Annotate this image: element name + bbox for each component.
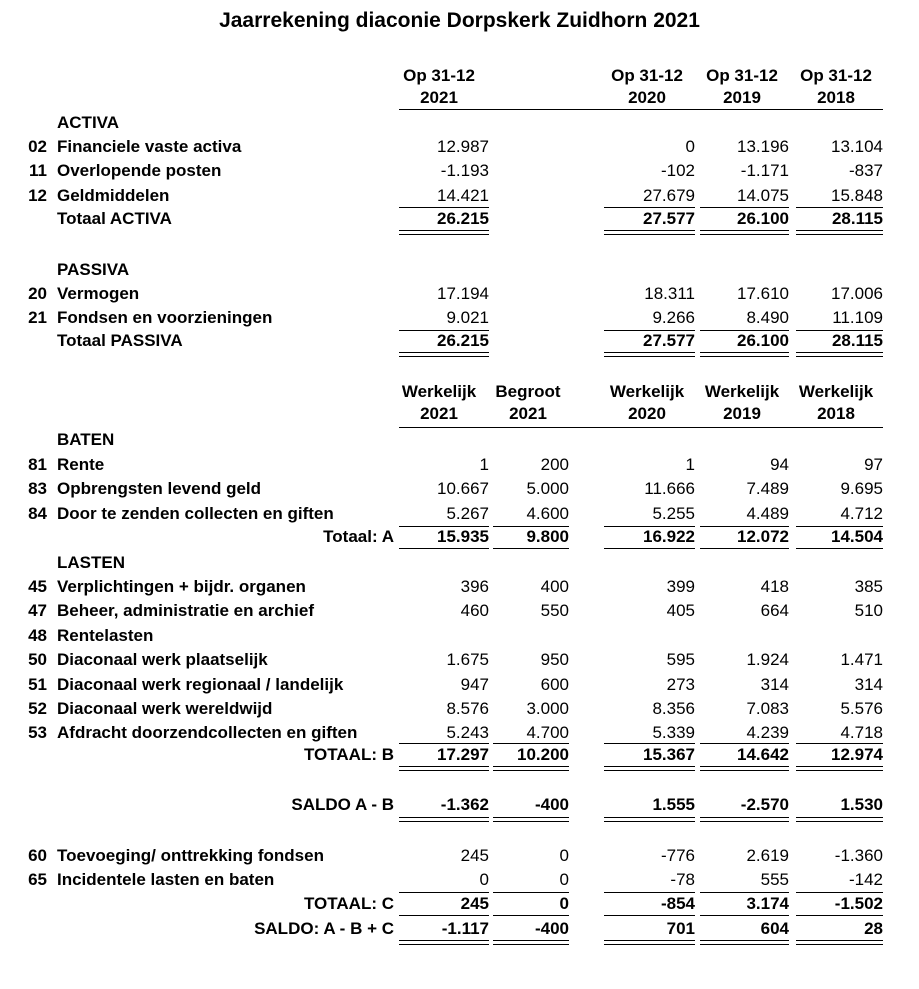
saldo-abc-value: -1.117 <box>441 919 489 938</box>
column-header: Werkelijk <box>798 382 874 401</box>
saldo-abc-label: SALDO: A - B + C <box>254 919 394 938</box>
subtotal-rule <box>493 743 569 744</box>
lasten-row-value: 8.356 <box>652 699 695 718</box>
subtotal-rule <box>700 207 789 208</box>
baten-row-value: 97 <box>864 455 883 474</box>
total-double-rule <box>796 940 883 941</box>
baten-row-value: 10.667 <box>437 479 489 499</box>
activa-row-value: 0 <box>685 137 695 156</box>
lasten-row-value: 4.239 <box>746 723 789 743</box>
lasten-row-code: 47 <box>28 601 47 621</box>
baten-total-value: 9.800 <box>526 527 569 546</box>
column-header-year: 2019 <box>723 88 761 107</box>
total-double-rule <box>493 817 569 818</box>
baten-row-value: 4.600 <box>526 503 569 523</box>
subtotal-rule <box>796 207 883 208</box>
column-header: Werkelijk <box>401 382 477 401</box>
passiva-row-value: 17.610 <box>737 284 789 303</box>
column-header-year: 2018 <box>817 404 855 423</box>
overig-total-value: -854 <box>660 894 695 913</box>
overig-row-label: Incidentele lasten en baten <box>57 870 275 890</box>
baten-total-value: 12.072 <box>737 527 789 546</box>
subtotal-rule <box>604 207 695 208</box>
total-rule <box>399 915 489 916</box>
lasten-total-value: 12.974 <box>831 745 883 764</box>
baten-row-value: 7.489 <box>746 479 789 499</box>
lasten-row-value: 418 <box>760 577 789 596</box>
activa-row-code: 11 <box>29 161 47 181</box>
total-double-rule <box>493 940 569 941</box>
overig-row-label: Toevoeging/ onttrekking fondsen <box>57 846 324 865</box>
subtotal-rule <box>399 743 489 744</box>
lasten-row-label: Afdracht doorzendcollecten en giften <box>57 723 358 743</box>
passiva-total-value: 26.215 <box>437 331 489 350</box>
total-rule <box>796 915 883 916</box>
subtotal-rule <box>796 892 883 893</box>
overig-row-value: 2.619 <box>746 846 789 865</box>
total-double-rule <box>604 940 695 941</box>
column-header-year: 2021 <box>420 404 458 423</box>
total-double-rule <box>700 766 789 767</box>
total-double-rule <box>796 230 883 231</box>
baten-row-code: 83 <box>28 479 47 499</box>
baten-row-value: 200 <box>540 455 569 474</box>
baten-row-value: 94 <box>770 455 789 474</box>
overig-row-value: 555 <box>760 870 789 890</box>
lasten-row-value: 5.243 <box>446 723 489 743</box>
total-double-rule <box>493 944 569 945</box>
lasten-row-code: 50 <box>28 650 47 670</box>
lasten-row-code: 45 <box>28 577 47 596</box>
passiva-row-value: 9.266 <box>652 308 695 328</box>
baten-row-code: 81 <box>28 455 47 474</box>
total-double-rule <box>796 944 883 945</box>
lasten-row-code: 48 <box>28 625 47 645</box>
subtotal-rule <box>700 892 789 893</box>
lasten-row-label: Diaconaal werk plaatselijk <box>57 650 268 670</box>
total-rule <box>700 915 789 916</box>
baten-row-value: 4.712 <box>840 503 883 523</box>
subtotal-rule <box>493 892 569 893</box>
passiva-row-value: 17.194 <box>437 284 489 303</box>
activa-row-value: -837 <box>848 161 883 181</box>
total-double-rule <box>700 770 789 771</box>
passiva-total-value: 28.115 <box>831 331 883 350</box>
baten-row-value: 9.695 <box>840 479 883 499</box>
overig-total-value: -1.502 <box>834 894 883 913</box>
activa-row-value: -102 <box>660 161 695 181</box>
total-rule <box>493 548 569 549</box>
lasten-row-label: Diaconaal werk regionaal / landelijk <box>57 674 344 694</box>
activa-row-value: 13.196 <box>737 137 789 156</box>
column-header-year: 2021 <box>420 88 458 107</box>
total-double-rule <box>700 940 789 941</box>
lasten-row-value: 950 <box>540 650 569 670</box>
lasten-row-value: 510 <box>854 601 883 621</box>
activa-total-value: 26.215 <box>437 209 489 228</box>
baten-total-label: Totaal: A <box>323 527 394 546</box>
total-double-rule <box>399 234 489 235</box>
column-header-year: 2020 <box>628 404 666 423</box>
column-header: Op 31-12 <box>403 66 475 85</box>
total-double-rule <box>700 352 789 353</box>
total-double-rule <box>399 770 489 771</box>
total-double-rule <box>796 821 883 822</box>
lasten-total-label: TOTAAL: B <box>303 745 394 764</box>
lasten-row-label: Beheer, administratie en archief <box>57 601 314 621</box>
column-header-year: 2019 <box>723 404 761 423</box>
total-double-rule <box>700 817 789 818</box>
passiva-row-code: 20 <box>28 284 47 303</box>
baten-row-label: Rente <box>57 455 105 474</box>
baten-row-value: 11.666 <box>644 479 695 499</box>
column-header: Werkelijk <box>609 382 685 401</box>
column-header: Op 31-12 <box>611 66 683 85</box>
activa-row-label: Overlopende posten <box>57 161 222 181</box>
lasten-row-value: 5.576 <box>840 699 883 718</box>
column-header-year: 2021 <box>509 404 547 423</box>
total-double-rule <box>796 352 883 353</box>
total-double-rule <box>700 944 789 945</box>
subtotal-rule <box>700 743 789 744</box>
activa-row-value: -1.193 <box>440 161 489 181</box>
lasten-row-value: 399 <box>666 577 695 596</box>
passiva-row-value: 9.021 <box>446 308 489 328</box>
lasten-total-value: 17.297 <box>437 745 489 764</box>
activa-row-code: 02 <box>28 137 47 156</box>
total-double-rule <box>399 766 489 767</box>
passiva-row-value: 17.006 <box>831 284 883 303</box>
total-double-rule <box>796 356 883 357</box>
overig-row-value: 0 <box>559 846 569 865</box>
total-double-rule <box>604 352 695 353</box>
activa-row-value: 12.987 <box>437 137 489 156</box>
baten-row-value: 5.267 <box>446 503 489 523</box>
lasten-row-value: 1.471 <box>840 650 883 670</box>
lasten-row-value: 1.924 <box>746 650 789 670</box>
activa-row-value: 15.848 <box>831 185 883 205</box>
baten-total-value: 15.935 <box>437 527 489 546</box>
passiva-total-label: Totaal PASSIVA <box>57 331 183 350</box>
lasten-row-value: 4.718 <box>840 723 883 743</box>
saldo-ab-label: SALDO A - B <box>291 795 394 814</box>
baten-row-value: 1 <box>479 455 489 474</box>
total-rule <box>604 915 695 916</box>
total-rule <box>493 915 569 916</box>
lasten-row-value: 664 <box>760 601 789 621</box>
activa-total-value: 26.100 <box>737 209 789 228</box>
saldo-ab-value: -400 <box>534 795 569 814</box>
total-double-rule <box>700 234 789 235</box>
overig-total-value: 0 <box>559 894 569 913</box>
saldo-abc-value: 604 <box>760 919 789 938</box>
lasten-row-code: 53 <box>28 723 47 743</box>
subtotal-rule <box>399 892 489 893</box>
section-heading-activa: ACTIVA <box>57 113 120 132</box>
total-double-rule <box>604 944 695 945</box>
lasten-row-code: 51 <box>28 674 47 694</box>
total-rule <box>399 548 489 549</box>
total-double-rule <box>399 352 489 353</box>
lasten-row-value: 405 <box>666 601 695 621</box>
activa-total-value: 27.577 <box>643 209 695 228</box>
total-double-rule <box>604 821 695 822</box>
lasten-row-value: 595 <box>666 650 695 670</box>
column-header: Werkelijk <box>704 382 780 401</box>
overig-total-value: 3.174 <box>746 894 789 913</box>
lasten-total-value: 15.367 <box>643 745 695 764</box>
total-double-rule <box>399 230 489 231</box>
activa-row-value: 14.421 <box>437 185 489 205</box>
section-heading-lasten: LASTEN <box>57 553 125 572</box>
total-double-rule <box>700 821 789 822</box>
overig-total-label: TOTAAL: C <box>303 894 394 913</box>
total-double-rule <box>399 356 489 357</box>
overig-row-value: -78 <box>670 870 695 890</box>
total-double-rule <box>399 944 489 945</box>
lasten-row-value: 396 <box>460 577 489 596</box>
subtotal-rule <box>796 743 883 744</box>
lasten-row-label: Diaconaal werk wereldwijd <box>57 699 273 718</box>
total-double-rule <box>796 234 883 235</box>
overig-row-code: 60 <box>28 846 47 865</box>
header-rule <box>399 109 883 110</box>
lasten-row-value: 460 <box>460 601 489 621</box>
lasten-row-value: 314 <box>854 674 883 694</box>
total-double-rule <box>493 821 569 822</box>
baten-total-value: 16.922 <box>643 527 695 546</box>
total-double-rule <box>604 770 695 771</box>
total-double-rule <box>399 817 489 818</box>
saldo-abc-value: -400 <box>534 919 569 938</box>
lasten-row-value: 400 <box>540 577 569 596</box>
activa-row-value: -1.171 <box>740 161 789 181</box>
total-rule <box>700 548 789 549</box>
baten-row-value: 4.489 <box>746 503 789 523</box>
lasten-total-value: 14.642 <box>737 745 789 764</box>
passiva-total-value: 26.100 <box>737 331 789 350</box>
total-double-rule <box>700 230 789 231</box>
lasten-row-value: 1.675 <box>446 650 489 670</box>
passiva-row-value: 18.311 <box>644 284 695 303</box>
overig-total-value: 245 <box>460 894 489 913</box>
activa-row-label: Financiele vaste activa <box>57 137 242 156</box>
column-header-year: 2020 <box>628 88 666 107</box>
total-rule <box>604 548 695 549</box>
baten-row-code: 84 <box>28 503 47 523</box>
section-heading-baten: BATEN <box>57 430 115 449</box>
passiva-total-value: 27.577 <box>643 331 695 350</box>
total-rule <box>796 548 883 549</box>
passiva-row-value: 11.109 <box>832 308 883 328</box>
subtotal-rule <box>604 743 695 744</box>
baten-row-label: Door te zenden collecten en giften <box>57 503 334 523</box>
total-double-rule <box>399 940 489 941</box>
saldo-abc-value: 701 <box>666 919 695 938</box>
lasten-row-value: 7.083 <box>746 699 789 718</box>
total-double-rule <box>700 356 789 357</box>
baten-row-value: 1 <box>685 455 695 474</box>
overig-row-value: 0 <box>479 870 489 890</box>
passiva-row-label: Vermogen <box>57 284 140 303</box>
lasten-total-value: 10.200 <box>517 745 569 764</box>
subtotal-rule <box>399 207 489 208</box>
overig-row-value: -1.360 <box>834 846 883 865</box>
saldo-ab-value: 1.530 <box>840 795 883 814</box>
total-double-rule <box>796 766 883 767</box>
overig-row-value: 245 <box>460 846 489 865</box>
column-header: Op 31-12 <box>706 66 778 85</box>
activa-row-code: 12 <box>28 185 47 205</box>
passiva-row-label: Fondsen en voorzieningen <box>57 308 273 328</box>
baten-row-value: 5.255 <box>652 503 695 523</box>
lasten-row-value: 385 <box>854 577 883 596</box>
passiva-row-code: 21 <box>28 308 47 328</box>
lasten-row-value: 5.339 <box>652 723 695 743</box>
total-double-rule <box>604 230 695 231</box>
page-title: Jaarrekening diaconie Dorpskerk Zuidhorn 2021 <box>219 9 700 32</box>
baten-total-value: 14.504 <box>831 527 883 546</box>
activa-row-value: 27.679 <box>643 185 695 205</box>
saldo-ab-value: -2.570 <box>740 795 789 814</box>
subtotal-rule <box>604 892 695 893</box>
total-double-rule <box>399 821 489 822</box>
saldo-ab-value: -1.362 <box>440 795 489 814</box>
header-rule <box>399 427 883 428</box>
total-double-rule <box>604 356 695 357</box>
total-double-rule <box>604 234 695 235</box>
overig-row-value: -776 <box>660 846 695 865</box>
total-double-rule <box>604 817 695 818</box>
overig-row-code: 65 <box>28 870 47 890</box>
total-double-rule <box>604 766 695 767</box>
overig-row-value: 0 <box>559 870 569 890</box>
lasten-row-value: 314 <box>760 674 789 694</box>
lasten-row-label: Rentelasten <box>57 625 154 645</box>
column-header-year: 2018 <box>817 88 855 107</box>
activa-row-value: 13.104 <box>831 137 883 156</box>
lasten-row-value: 600 <box>540 674 569 694</box>
overig-row-value: -142 <box>848 870 883 890</box>
total-double-rule <box>493 766 569 767</box>
saldo-ab-value: 1.555 <box>652 795 695 814</box>
lasten-row-value: 947 <box>460 674 489 694</box>
column-header: Op 31-12 <box>800 66 872 85</box>
baten-row-label: Opbrengsten levend geld <box>57 479 262 499</box>
activa-row-value: 14.075 <box>737 185 789 205</box>
total-double-rule <box>796 770 883 771</box>
total-double-rule <box>796 817 883 818</box>
lasten-row-value: 3.000 <box>526 699 569 718</box>
lasten-row-code: 52 <box>28 699 47 718</box>
baten-row-value: 5.000 <box>526 479 569 499</box>
lasten-row-value: 8.576 <box>446 699 489 718</box>
lasten-row-label: Verplichtingen + bijdr. organen <box>57 577 306 596</box>
total-double-rule <box>493 770 569 771</box>
section-heading-passiva: PASSIVA <box>57 260 130 279</box>
activa-total-label: Totaal ACTIVA <box>57 209 172 228</box>
activa-row-label: Geldmiddelen <box>57 185 170 205</box>
lasten-row-value: 4.700 <box>526 723 569 743</box>
passiva-row-value: 8.490 <box>746 308 789 328</box>
lasten-row-value: 273 <box>666 674 695 694</box>
activa-total-value: 28.115 <box>831 209 883 228</box>
lasten-row-value: 550 <box>540 601 569 621</box>
saldo-abc-value: 28 <box>864 919 883 938</box>
column-header: Begroot <box>495 382 561 401</box>
